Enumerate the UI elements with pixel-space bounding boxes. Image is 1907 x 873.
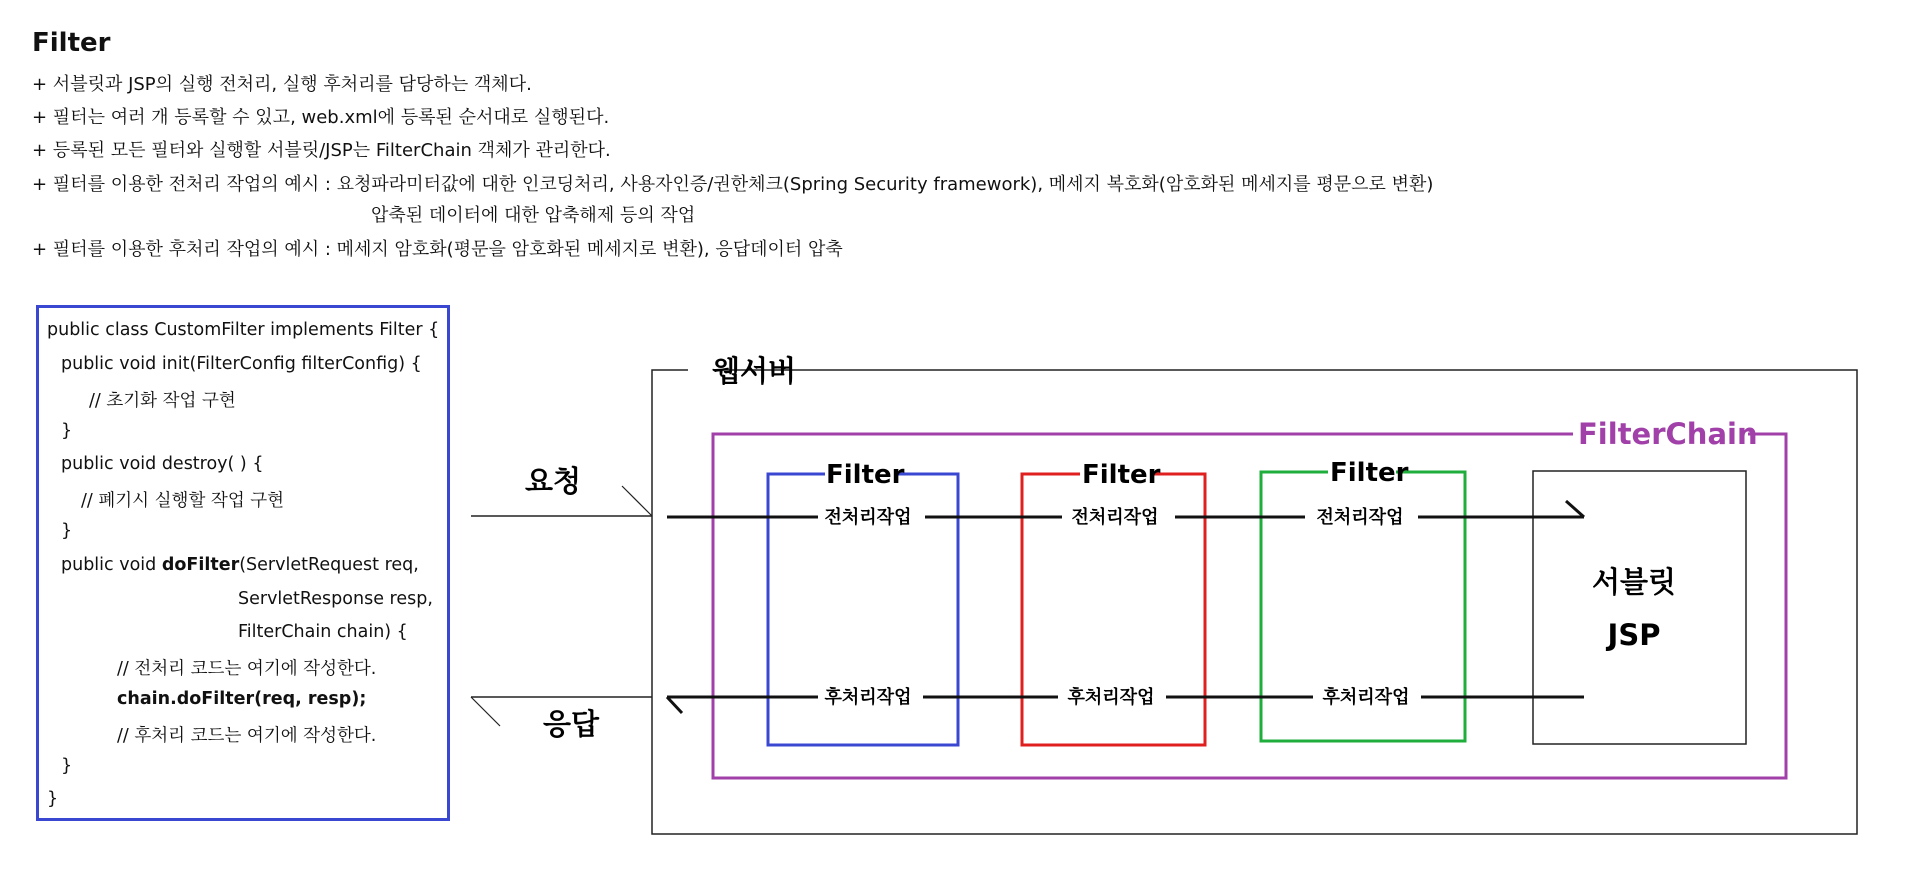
- filter-label: Filter: [1082, 460, 1161, 490]
- code-line: public void init(FilterConfig filterConfig) {: [61, 354, 422, 374]
- jsp-label: JSP: [1607, 618, 1661, 652]
- code-token-bold: doFilter: [161, 555, 240, 575]
- response-connector: [471, 697, 652, 741]
- pre-processing-flow: [667, 501, 1584, 528]
- code-line: }: [61, 521, 73, 541]
- code-line: public class CustomFilter implements Filter {: [47, 320, 440, 340]
- code-line: // 폐기시 실행할 작업 구현: [81, 491, 285, 511]
- bullet-item: + 등록된 모든 필터와 실행할 서블릿/JSP는 FilterChain 객체가 관리한다.: [32, 140, 611, 161]
- servlet-box: [1533, 471, 1746, 744]
- code-line: chain.doFilter(req, resp);: [117, 689, 367, 709]
- filterchain-label: FilterChain: [1578, 417, 1758, 451]
- code-line: }: [61, 421, 73, 441]
- code-token: public void: [61, 555, 162, 575]
- pre-task-label: 전처리작업: [824, 507, 912, 528]
- filter-label: Filter: [826, 460, 905, 490]
- code-line: }: [47, 789, 59, 809]
- response-label: 응답: [542, 707, 600, 741]
- request-label: 요청: [524, 464, 582, 498]
- bullet-item: + 필터를 이용한 후처리 작업의 예시 : 메세지 암호화(평문을 암호화된 메세지로 변환), 응답데이터 압축: [32, 239, 843, 260]
- code-line: }: [61, 756, 73, 776]
- bullet-item: + 서블릿과 JSP의 실행 전처리, 실행 후처리를 담당하는 객체다.: [32, 74, 532, 95]
- post-task-label: 후처리작업: [824, 687, 912, 708]
- bullet-item: + 필터를 이용한 전처리 작업의 예시 : 요청파라미터값에 대한 인코딩처리, 사용자인증/권한체크(Spring Security framework), 메세지 복호화(암호화된 메세지를 평문으로 변환): [32, 174, 1434, 195]
- code-line: // 후처리 코드는 여기에 작성한다.: [117, 726, 377, 746]
- pre-task-label: 전처리작업: [1071, 507, 1159, 528]
- request-connector: [471, 464, 652, 516]
- code-line: // 초기화 작업 구현: [89, 391, 236, 411]
- code-token: (ServletRequest req,: [239, 555, 419, 575]
- filter-label: Filter: [1330, 458, 1409, 488]
- servlet-label: 서블릿: [1591, 565, 1677, 599]
- post-task-label: 후처리작업: [1067, 687, 1155, 708]
- post-processing-flow: [667, 686, 1584, 713]
- code-line: FilterChain chain) {: [238, 622, 408, 642]
- bullet-continuation: 압축된 데이터에 대한 압축해제 등의 작업: [371, 205, 696, 226]
- webserver-label: 웹서버: [712, 354, 797, 388]
- post-task-label: 후처리작업: [1322, 687, 1410, 708]
- pre-task-label: 전처리작업: [1316, 507, 1404, 528]
- arrow-head-left: [667, 697, 682, 713]
- page-title: Filter: [32, 28, 111, 58]
- code-line: // 전처리 코드는 여기에 작성한다.: [117, 659, 377, 679]
- code-line: public void destroy( ) {: [61, 454, 264, 474]
- code-line: ServletResponse resp,: [238, 589, 433, 609]
- bullet-item: + 필터는 여러 개 등록할 수 있고, web.xml에 등록된 순서대로 실행된다.: [32, 107, 610, 128]
